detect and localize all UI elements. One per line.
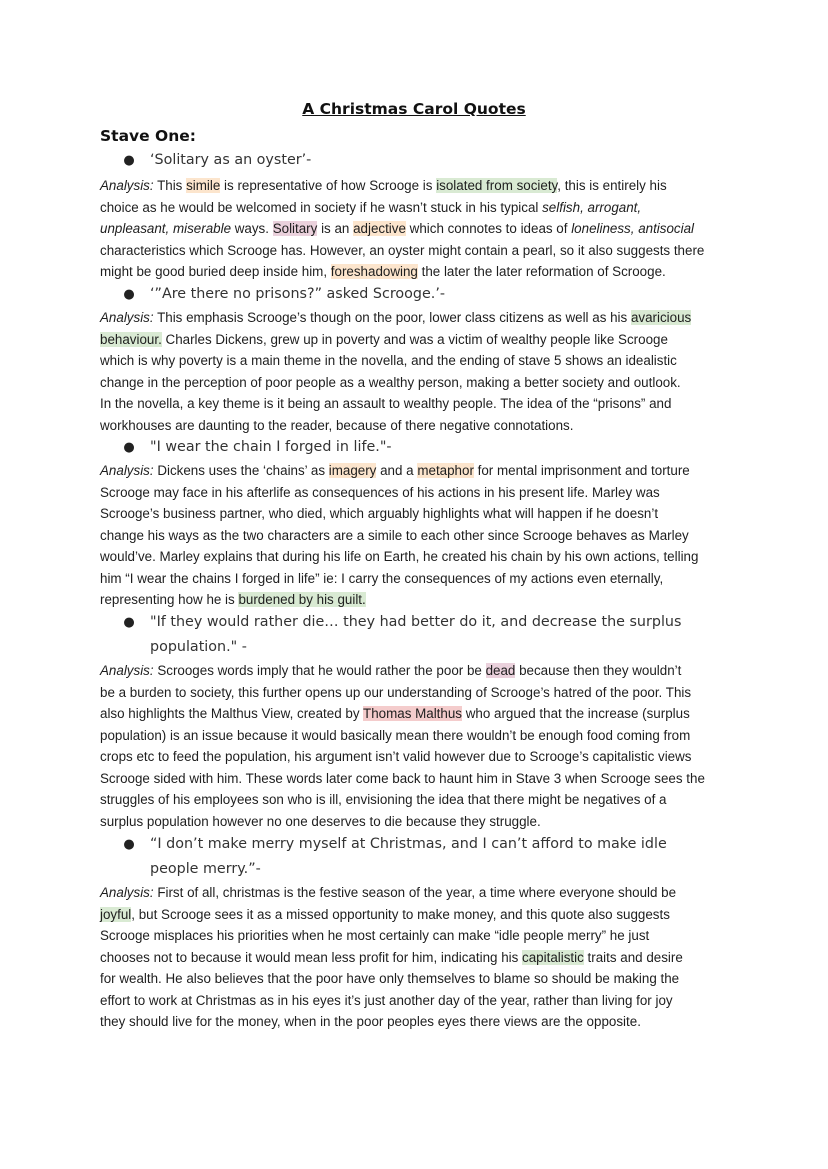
quote-text-line-2: population." - xyxy=(150,639,247,655)
highlight-orange: foreshadowing xyxy=(330,264,418,279)
analysis-text: for wealth. He also believes that the poor have only themselves to blame so should be making the xyxy=(100,971,680,986)
analysis-text: who argued that the increase (surplus xyxy=(462,706,690,721)
highlight-orange: metaphor xyxy=(417,463,474,478)
quote-text: "I wear the chain I forged in life."- xyxy=(150,439,392,455)
analysis-text: Scrooge may face in his afterlife as consequences of his actions in his present life. Marley was xyxy=(100,484,660,500)
analysis-line xyxy=(100,768,732,790)
quote-text: ‘Solitary as an oyster’- xyxy=(150,152,312,168)
highlight-orange: imagery xyxy=(328,463,377,478)
analysis-text: effort to work at Christmas as in his eyes it’s just another day of the year, rather than living for joy xyxy=(100,992,673,1008)
bullet-icon: ● xyxy=(123,615,135,630)
analysis-text: characteristics which Scrooge has. However, an oyster might contain a pearl, so it also suggests there xyxy=(100,242,705,258)
highlight-red: Thomas Malthus xyxy=(363,706,462,721)
analysis-text: is an xyxy=(317,221,354,236)
analysis-text: , this is entirely his xyxy=(557,178,667,193)
analysis-text: also highlights the Malthus View, created by xyxy=(100,706,364,721)
highlight-green: behaviour. xyxy=(100,331,162,347)
analysis-text: be a burden to society, this further opens up our understanding of Scrooge’s hatred of the poor. This xyxy=(100,684,692,700)
bullet-icon: ● xyxy=(123,837,135,852)
analysis-line xyxy=(100,904,732,926)
analysis-text: change his ways as the two characters are a simile to each other since Scrooge behaves as Marley xyxy=(100,527,689,543)
quote-bullet-item xyxy=(123,282,740,307)
analysis-text: Charles Dickens, grew up in poverty and was a victim of wealthy people like Scrooge xyxy=(161,331,668,347)
analysis-text: ways. xyxy=(231,221,273,236)
analysis-text: is representative of how Scrooge is xyxy=(220,178,437,193)
analysis-text: might be good buried deep inside him, xyxy=(100,264,331,279)
analysis-line xyxy=(100,589,732,611)
analysis-text: surplus population however no one deserves to die because they struggle. xyxy=(100,813,541,829)
analysis-paragraph xyxy=(100,460,732,611)
analysis-line xyxy=(100,568,732,590)
analysis-line xyxy=(100,1011,732,1033)
analysis-text: because then they wouldn’t xyxy=(515,663,682,678)
analysis-line xyxy=(100,746,732,768)
analysis-line xyxy=(100,460,732,482)
analysis-label: Analysis: xyxy=(100,885,154,900)
analysis-line xyxy=(100,218,732,240)
analysis-text: which is why poverty is a main theme in the novella, and the ending of stave 5 shows an idealistic xyxy=(100,353,677,368)
analysis-text: and a xyxy=(376,463,418,478)
analysis-line xyxy=(100,925,732,947)
quote-bullet-item xyxy=(123,610,740,660)
analysis-line xyxy=(100,261,732,283)
analysis-line xyxy=(100,725,732,747)
analysis-line xyxy=(100,882,732,904)
analysis-line xyxy=(100,197,732,219)
analysis-text: would’ve. Marley explains that during his life on Earth, he created his chain by his own actions, telling xyxy=(100,549,699,564)
analysis-text: which connotes to ideas of xyxy=(405,221,572,236)
italic-text: selfish, arrogant, xyxy=(542,199,642,215)
analysis-text: This xyxy=(153,178,187,193)
highlight-orange: simile xyxy=(186,178,221,193)
analysis-text: Scrooge’s business partner, who died, which arguably highlights what will happen if he doesn’t xyxy=(100,506,659,521)
analysis-text: for mental imprisonment and torture xyxy=(473,463,690,478)
analysis-line xyxy=(100,660,732,682)
analysis-text: Scrooges words imply that he would rather the poor be xyxy=(153,663,486,678)
analysis-line xyxy=(100,703,732,725)
analysis-line xyxy=(100,968,732,990)
quote-text-line-1: "If they would rather die… they had better do it, and decrease the surplus xyxy=(150,614,682,630)
analysis-text: change in the perception of poor people as a wealthy person, making a better society and outlook. xyxy=(100,374,681,390)
analysis-line xyxy=(100,789,732,811)
highlight-green: avaricious xyxy=(630,310,692,325)
analysis-line xyxy=(100,329,732,351)
analysis-line xyxy=(100,350,732,372)
analysis-text: they should live for the money, when in the poor peoples eyes there views are the opposite. xyxy=(100,1014,641,1029)
analysis-line xyxy=(100,546,732,568)
analysis-line xyxy=(100,240,732,262)
analysis-paragraph xyxy=(100,660,732,832)
analysis-line xyxy=(100,393,732,415)
analysis-text: traits and desire xyxy=(583,949,683,965)
bullet-icon: ● xyxy=(123,153,135,168)
highlight-green: burdened by his guilt. xyxy=(238,592,366,607)
analysis-text: choice as he would be welcomed in society if he wasn’t stuck in his typical xyxy=(100,199,543,215)
analysis-text: chooses not to because it would mean less profit for him, indicating his xyxy=(100,949,523,965)
analysis-line xyxy=(100,525,732,547)
analysis-text: struggles of his employees son who is ill, envisioning the idea that there might be negatives of a xyxy=(100,792,667,807)
quote-text-line-1: “I don’t make merry myself at Christmas, and I can’t afford to make idle xyxy=(150,836,667,852)
highlight-green: capitalistic xyxy=(522,949,584,965)
quote-bullet-item xyxy=(123,148,740,173)
highlight-green: isolated from society xyxy=(436,178,558,193)
quote-text: ‘”Are there no prisons?” asked Scrooge.’- xyxy=(150,286,446,302)
analysis-line xyxy=(100,482,732,504)
analysis-text: In the novella, a key theme is it being an assault to wealthy people. The idea of the “prisons” and xyxy=(100,396,672,411)
analysis-paragraph xyxy=(100,882,732,1033)
analysis-text: Dickens uses the ‘chains’ as xyxy=(153,463,329,478)
analysis-label: Analysis: xyxy=(100,663,154,678)
analysis-line xyxy=(100,415,732,437)
quote-bullet-item xyxy=(123,435,740,460)
analysis-line xyxy=(100,307,732,329)
analysis-line xyxy=(100,372,732,394)
analysis-text: him “I wear the chains I forged in life” ie: I carry the consequences of my actions even eternally, xyxy=(100,570,664,586)
analysis-text: This emphasis Scrooge’s though on the poor, lower class citizens as well as his xyxy=(153,310,631,325)
italic-text: loneliness, antisocial xyxy=(571,221,695,236)
analysis-text: the later the later reformation of Scrooge. xyxy=(417,264,666,279)
analysis-label: Analysis: xyxy=(100,463,154,478)
analysis-line xyxy=(100,990,732,1012)
analysis-text: population) is an issue because it would basically mean there wouldn’t be enough food coming from xyxy=(100,727,691,743)
analysis-text: workhouses are daunting to the reader, because of there negative connotations. xyxy=(100,417,574,433)
highlight-green: joyful xyxy=(100,906,132,922)
analysis-line xyxy=(100,947,732,969)
analysis-paragraph xyxy=(100,175,732,283)
analysis-label: Analysis: xyxy=(100,178,154,193)
quote-text-line-2: people merry.”- xyxy=(150,861,261,877)
quote-bullet-item xyxy=(123,832,740,882)
analysis-text: , but Scrooge sees it as a missed opportunity to make money, and this quote also suggests xyxy=(131,906,670,922)
analysis-text: First of all, christmas is the festive season of the year, a time where everyone should be xyxy=(153,885,677,900)
bullet-icon: ● xyxy=(123,287,135,302)
analysis-text: Scrooge misplaces his priorities when he most certainly can make “idle people merry” he just xyxy=(100,928,650,943)
highlight-purple: Solitary xyxy=(272,221,318,236)
stave-heading: Stave One: xyxy=(100,127,196,145)
analysis-line xyxy=(100,682,732,704)
analysis-line xyxy=(100,811,732,833)
highlight-orange: adjective xyxy=(353,221,406,236)
analysis-text: Scrooge sided with him. These words later come back to haunt him in Stave 3 when Scrooge sees the xyxy=(100,770,705,786)
analysis-text: representing how he is xyxy=(100,592,239,607)
analysis-line xyxy=(100,175,732,197)
document-title: A Christmas Carol Quotes xyxy=(302,100,526,118)
italic-text: unpleasant, miserable xyxy=(100,221,232,236)
analysis-label: Analysis: xyxy=(100,310,154,325)
analysis-text: crops etc to feed the population, his argument isn’t valid however due to Scrooge’s capitalistic views xyxy=(100,749,692,764)
analysis-line xyxy=(100,503,732,525)
bullet-icon: ● xyxy=(123,440,135,455)
analysis-paragraph xyxy=(100,307,732,436)
highlight-purple: dead xyxy=(485,663,516,678)
